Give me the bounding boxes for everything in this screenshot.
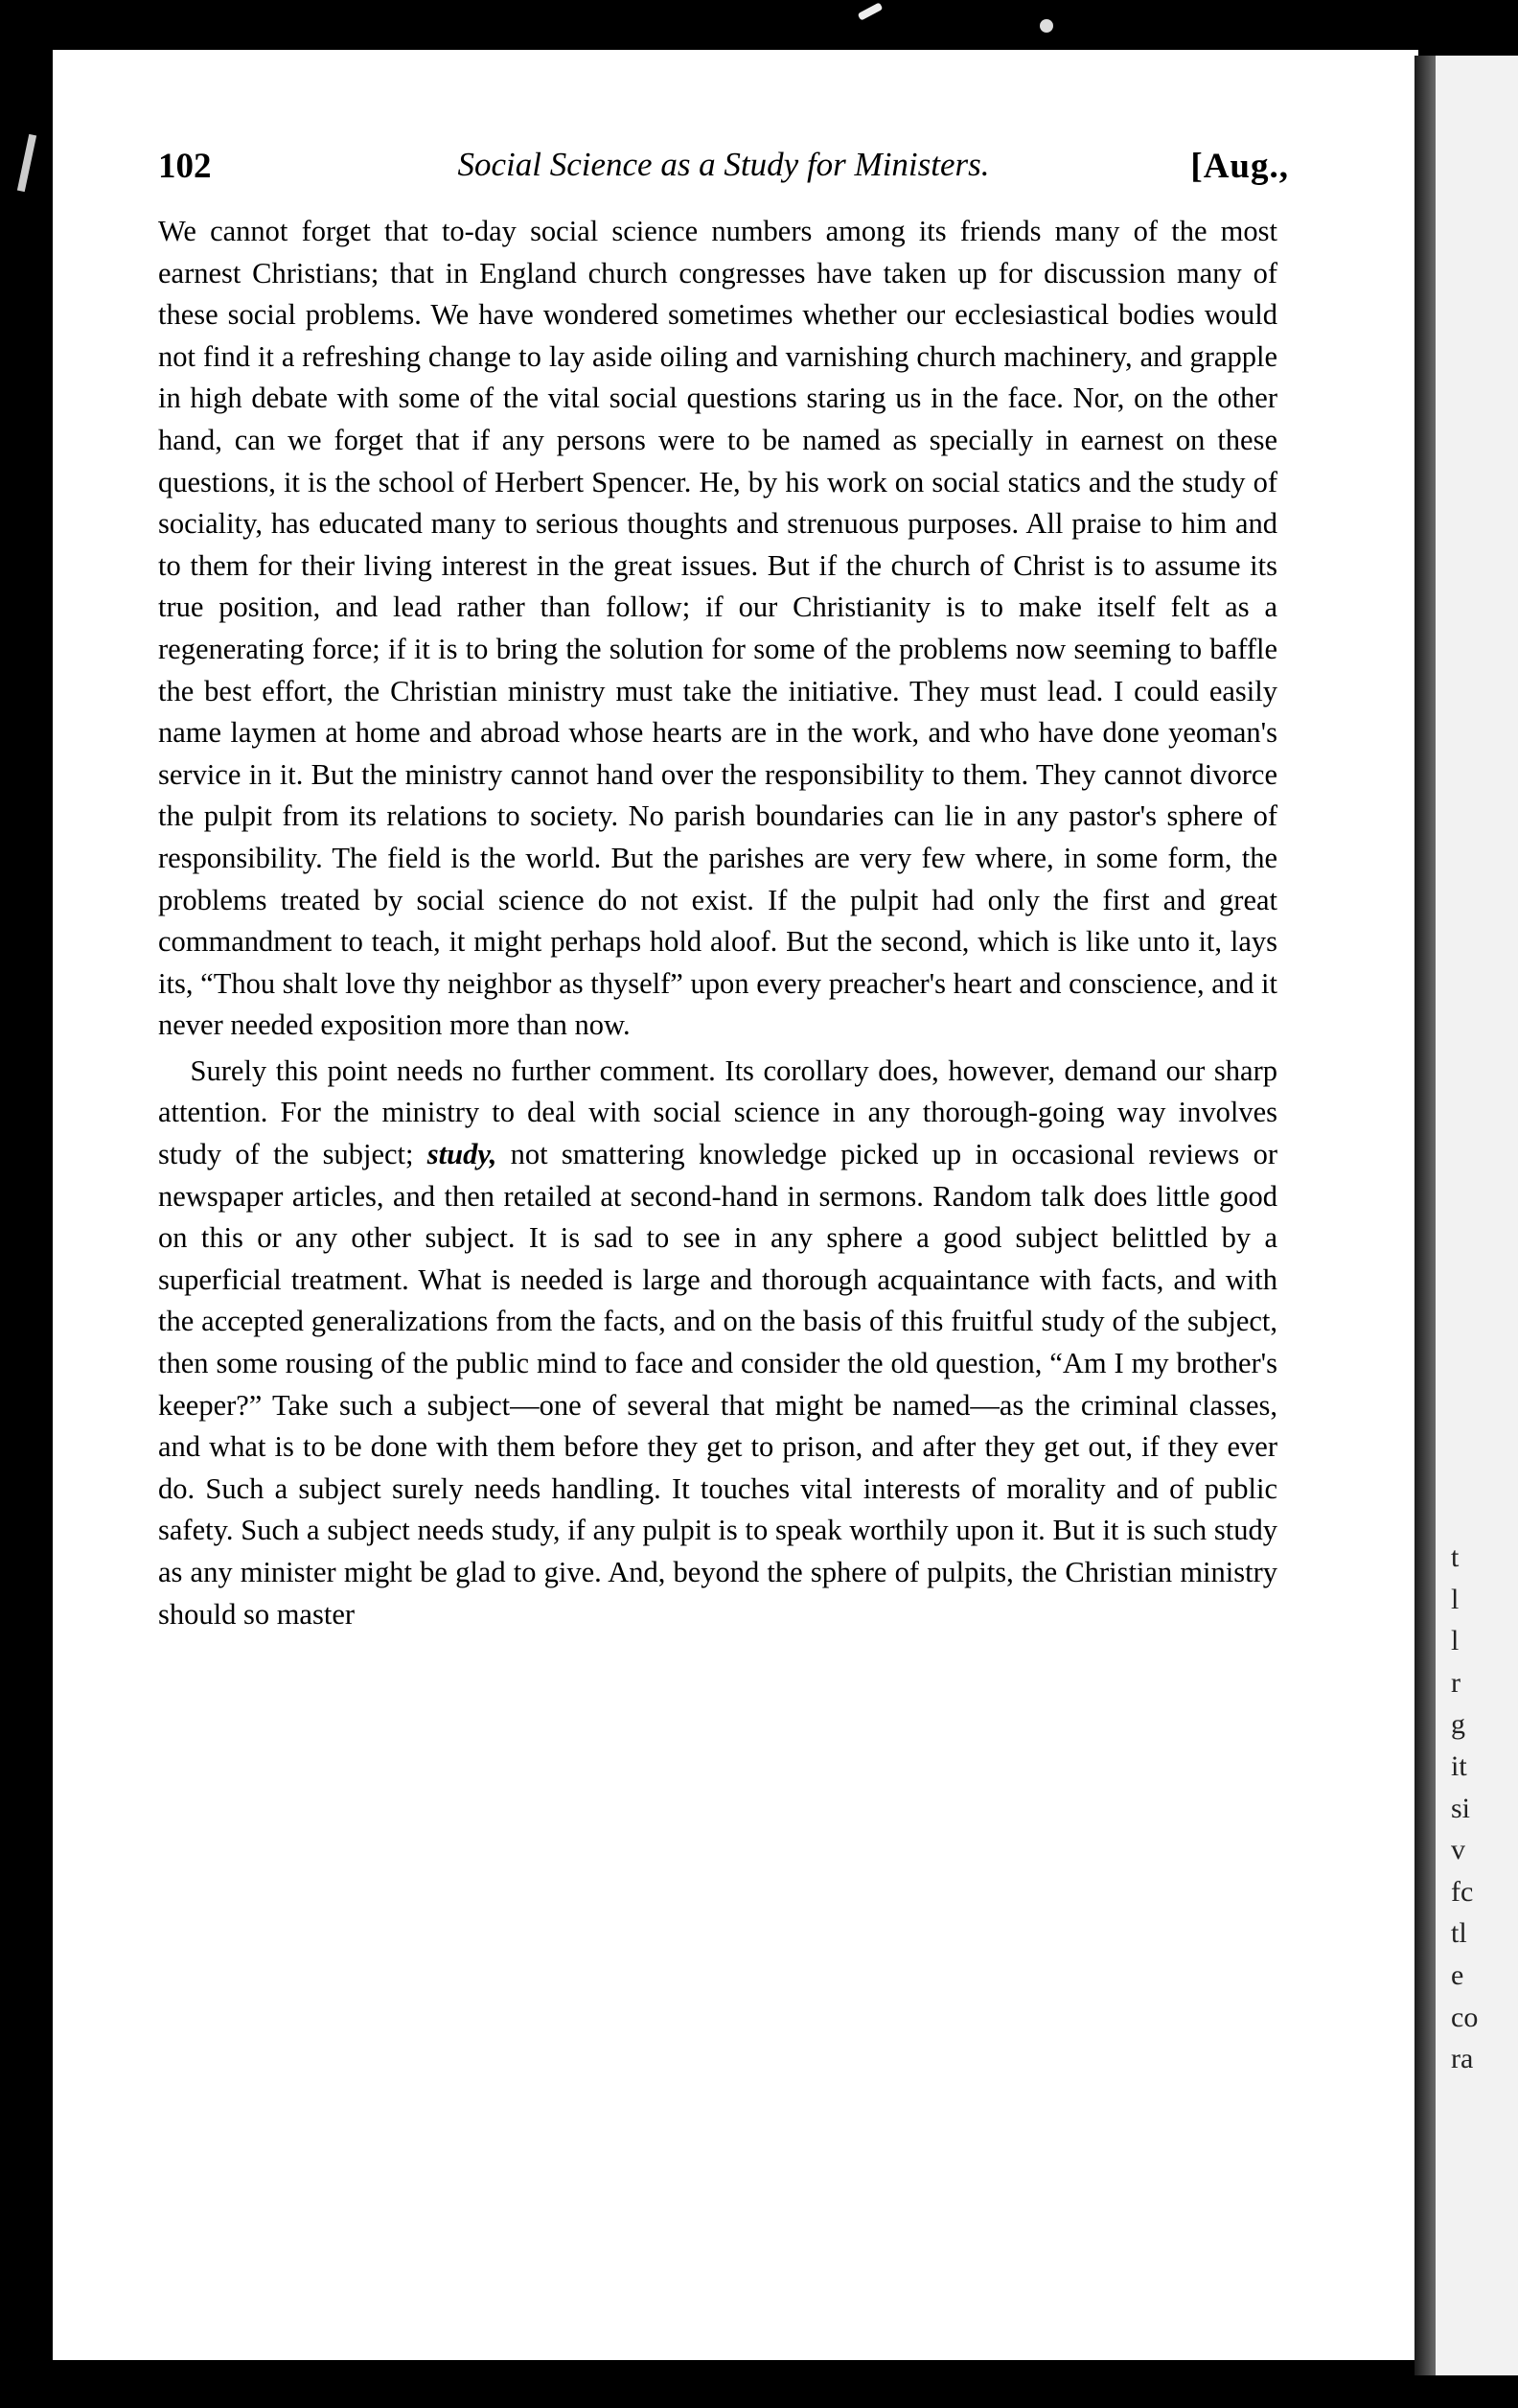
facing-line: v xyxy=(1451,1834,1465,1866)
paragraph-1: We cannot forget that to-day social science numbers among its friends many of the most earnest Christians; that in England church congresses have taken up for discussion many of these social problems. We have wondered sometimes whether our ecclesiastical bodies would not find it a refreshing change to lay aside oiling and varnishing church machinery, and grapple in high debate with some of the vital social questions staring us in the face. Nor, on the other hand, can we forget that if any persons were to be named as specially in earnest on these questions, it is the school of Herbert Spencer. He, by his work on social statics and the study of sociality, has educated many to serious thoughts and strenuous purposes. All praise to him and to them for their living interest in the great issues. But if the church of Christ is to assume its true position, and lead rather than follow; if our Christianity is to make itself felt as a regenerating force; if it is to bring the solution for some of the problems now seeming to baffle the best effort, the Christian ministry must take the initiative. They must lead. I could easily name laymen at home and abroad whose hearts are in the work, and who have done yeoman's service in it. But the ministry cannot hand over the responsibility to them. They cannot divorce the pulpit from its relations to society. No parish boundaries can lie in any pastor's sphere of responsibility. The field is the world. But the parishes are very few where, in some form, the problems treated by social science do not exist. If the pulpit had only the first and great commandment to teach, it might perhaps hold aloof. But the second, which is like unto it, lays its, “Thou shalt love thy neighbor as thyself” upon every preacher's heart and conscience, and it never needed exposition more than now. xyxy=(158,215,1277,1042)
facing-page-edge xyxy=(1414,56,1518,2375)
paragraph-2-end: not smattering knowledge picked up in occasional reviews or newspaper articles, and then retailed at second-hand in sermons. Random talk does little good on this or any other subject. It is sad to see in any sphere a good subject belittled by a superficial treatment. What is needed is large and thorough acquaintance with facts, and with the accepted generalizations from the facts, and on the basis of this fruitful study of the subject, then some rousing of the public mind to face and consider the old question, “Am I my brother's keeper?” Take such a subject—one of several that might be named—as the criminal classes, and what is to be done with them before they get to prison, and after they get out, if they ever do. Such a subject surely needs handling. It touches vital interests of morality and of public safety. Such a subject needs study, if any pulpit is to speak worthily upon it. But it is such study as any minister might be glad to give. And, beyond the sphere of pulpits, the Christian ministry should so master xyxy=(158,1138,1277,1631)
facing-line: e xyxy=(1451,1958,1464,1991)
paragraph-2 xyxy=(158,1051,1277,1635)
facing-line: ra xyxy=(1451,2043,1474,2075)
facing-line: tl xyxy=(1451,1917,1467,1950)
facing-line: g xyxy=(1451,1708,1465,1741)
facing-page-text xyxy=(1451,1537,1518,2080)
facing-line: it xyxy=(1451,1749,1467,1782)
facing-line: co xyxy=(1451,2001,1479,2033)
emphasis-study: study, xyxy=(426,1138,497,1171)
facing-line: si xyxy=(1451,1792,1471,1824)
facing-line: r xyxy=(1451,1666,1460,1699)
scan-artifact xyxy=(858,2,884,20)
page-number: 102 xyxy=(158,147,212,186)
body-text xyxy=(158,211,1277,1635)
facing-line: fc xyxy=(1451,1875,1474,1908)
facing-line: t xyxy=(1451,1541,1460,1573)
running-header xyxy=(158,146,1289,194)
scan-artifact xyxy=(1040,19,1053,33)
facing-line: l xyxy=(1451,1583,1460,1615)
paragraph-2-start: Surely this point needs no further comment. Its corollary does, however, demand our sharp attention. For the ministry to deal with social science in any thorough-going way involves study of the subject; xyxy=(158,1054,1277,1171)
facing-line: l xyxy=(1451,1625,1460,1657)
scan-artifact xyxy=(17,134,36,192)
date-mark: [Aug., xyxy=(1190,147,1289,186)
running-title: Social Science as a Study for Ministers. xyxy=(457,146,990,183)
page-gutter-shadow xyxy=(1414,56,1436,2375)
